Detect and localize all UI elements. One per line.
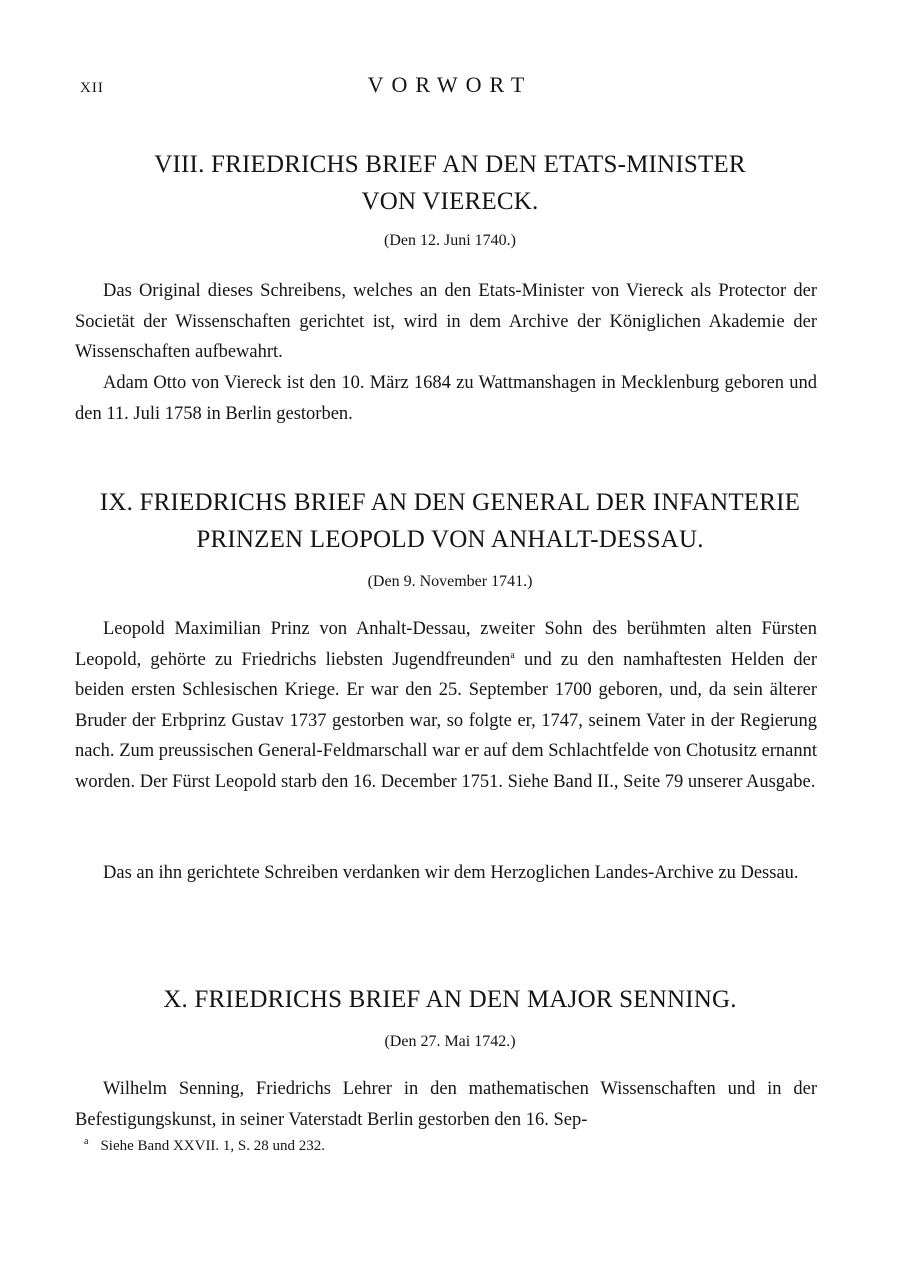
- section-viii-paragraph-2: Adam Otto von Viereck ist den 10. März 1684 zu Wattmanshagen in Mecklenburg geboren und den 11. Juli 1758 in Berlin gestorben.: [75, 373, 817, 424]
- page-number: XII: [80, 80, 104, 96]
- section-x-title: [60, 981, 840, 1018]
- footnote-reference-mark: a: [510, 649, 515, 661]
- section-ix-paragraph-1-start: Leopold Maximilian Prinz von Anhalt-Dessau, zweiter Sohn des berühmten alten Fürsten Leopold, gehörte zu Friedrichs liebsten Jugendfreunden: [75, 619, 817, 670]
- running-head: VORWORT: [367, 72, 533, 97]
- section-x-date: (Den 27. Mai 1742.): [384, 1033, 516, 1050]
- section-viii-title: [60, 146, 840, 220]
- footnote-mark: a: [84, 1136, 89, 1147]
- section-viii-title-line1: VIII. FRIEDRICHS BRIEF AN DEN ETATS-MINISTER: [154, 151, 746, 178]
- section-ix-title-line2: PRINZEN LEOPOLD VON ANHALT-DESSAU.: [196, 526, 704, 553]
- section-ix-paragraph-1-rest: und zu den namhaftesten Helden der beiden ersten Schlesischen Kriege. Er war den 25. September 1700 geboren, und, da sein älterer Bruder der Erbprinz Gustav 1737 gestorben war, so folgte er, 1747, seinem Vater in der Regierung nach. Zum preussischen General-Feldmarschall war er auf dem Schlachtfelde von Chotusitz ernannt worden. Der Fürst Leopold starb den 16. December 1751. Siehe Band II., Seite 79 unserer Ausgabe.: [75, 649, 817, 792]
- section-ix-paragraph-1: [75, 614, 817, 797]
- section-ix-title-line1: IX. FRIEDRICHS BRIEF AN DEN GENERAL DER INFANTERIE: [99, 489, 801, 516]
- footnote: [84, 1136, 325, 1155]
- section-ix-paragraph-2: Das an ihn gerichtete Schreiben verdanken wir dem Herzoglichen Landes-Archive zu Dessau.: [103, 863, 799, 883]
- section-ix-date: (Den 9. November 1741.): [367, 573, 533, 590]
- section-viii-paragraph-1: Das Original dieses Schreibens, welches an den Etats-Minister von Viereck als Protector der Societät der Wissenschaften gerichtet ist, wird in dem Archive der Königlichen Akademie der Wissenschaften aufbewahrt.: [75, 281, 817, 362]
- footnote-text: Siehe Band XXVII. 1, S. 28 und 232.: [100, 1138, 326, 1154]
- section-viii-title-line2: VON VIERECK.: [361, 188, 539, 215]
- section-viii-date: (Den 12. Juni 1740.): [384, 232, 516, 249]
- section-x-title-line1: X. FRIEDRICHS BRIEF AN DEN MAJOR SENNING.: [163, 986, 737, 1013]
- section-x-paragraph-1: Wilhelm Senning, Friedrichs Lehrer in den mathematischen Wissenschaften und in der Befestigungskunst, in seiner Vaterstadt Berlin gestorben den 16. Sep-: [75, 1079, 817, 1130]
- section-ix-title: [60, 484, 840, 558]
